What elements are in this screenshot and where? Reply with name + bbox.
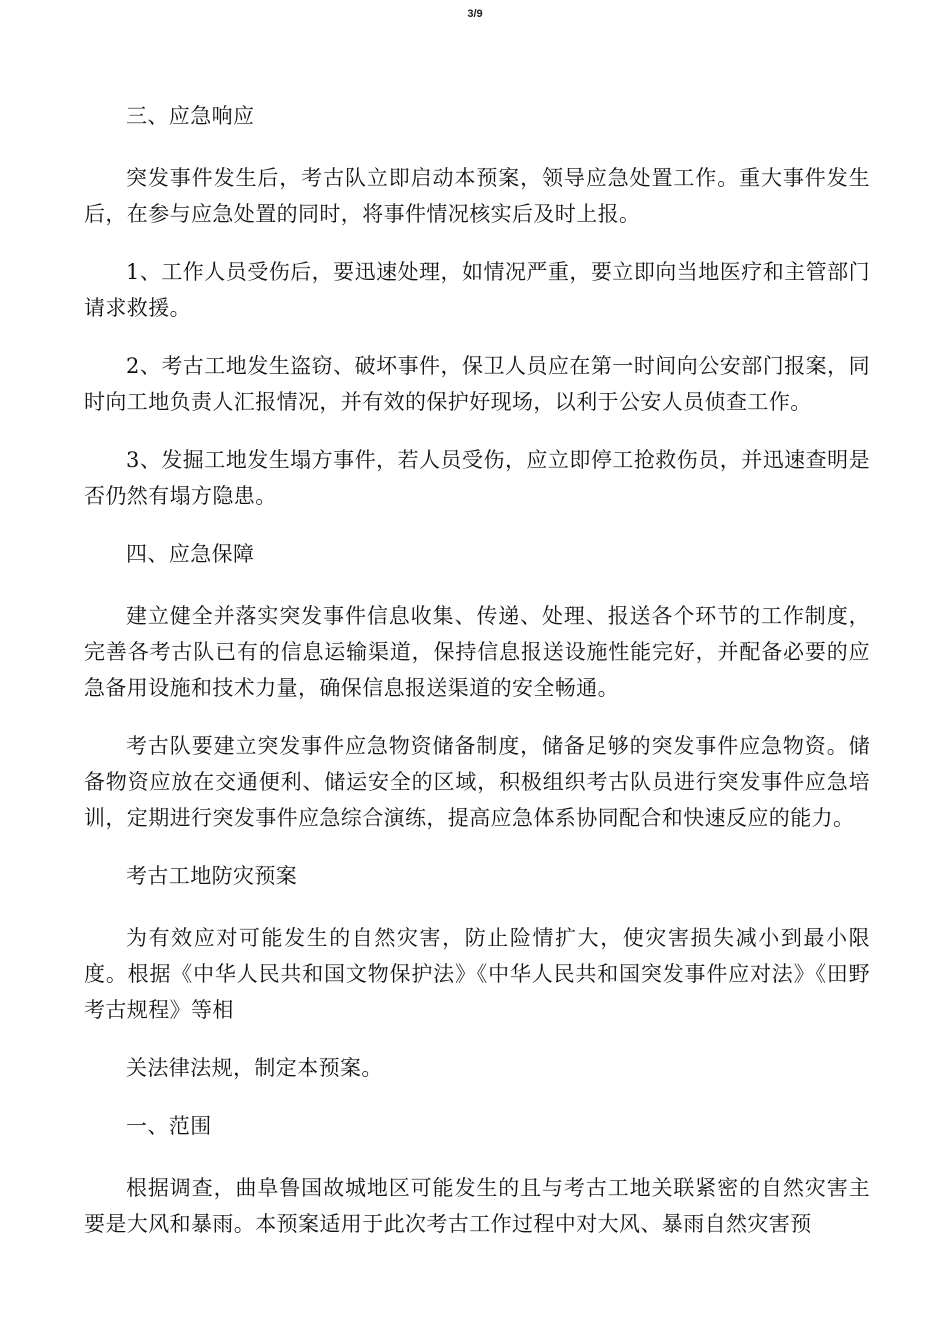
section-heading-scope: 一、范围 — [126, 1114, 212, 1138]
list-item-theft: 2、考古工地发生盗窃、破坏事件，保卫人员应在第一时间向公安部门报案，同时向工地负责人汇报情况，并有效的保护好现场，以利于公安人员侦查工作。 — [84, 354, 870, 414]
page-number: 3/9 — [467, 8, 483, 20]
list-item-collapse: 3、发掘工地发生塌方事件，若人员受伤，应立即停工抢救伤员，并迅速查明是否仍然有塌方隐患。 — [84, 448, 870, 508]
paragraph: 关法律法规，制定本预案。 — [126, 1056, 383, 1080]
section-title-disaster-plan: 考古工地防灾预案 — [126, 864, 298, 888]
paragraph: 为有效应对可能发生的自然灾害，防止险情扩大，使灾害损失减小到最小限度。根据《中华人民共和国文物保护法》《中华人民共和国突发事件应对法》《田野考古规程》等相 — [84, 926, 870, 1022]
paragraph: 突发事件发生后，考古队立即启动本预案，领导应急处置工作。重大事件发生后，在参与应急处置的同时，将事件情况核实后及时上报。 — [84, 166, 870, 226]
section-heading-emergency-response: 三、应急响应 — [126, 104, 255, 128]
section-heading-emergency-support: 四、应急保障 — [126, 542, 255, 566]
paragraph: 建立健全并落实突发事件信息收集、传递、处理、报送各个环节的工作制度，完善各考古队已有的信息运输渠道，保持信息报送设施性能完好，并配备必要的应急备用设施和技术力量，确保信息报送渠道的安全畅通。 — [84, 604, 870, 700]
paragraph: 根据调查，曲阜鲁国故城地区可能发生的且与考古工地关联紧密的自然灾害主要是大风和暴雨。本预案适用于此次考古工作过程中对大风、暴雨自然灾害预 — [84, 1176, 870, 1236]
list-item-injury: 1、工作人员受伤后，要迅速处理，如情况严重，要立即向当地医疗和主管部门请求救援。 — [84, 260, 870, 320]
paragraph: 考古队要建立突发事件应急物资储备制度，储备足够的突发事件应急物资。储备物资应放在交通便利、储运安全的区域，积极组织考古队员进行突发事件应急培训，定期进行突发事件应急综合演练，提高应急体系协同配合和快速反应的能力。 — [84, 734, 870, 830]
document-body — [84, 98, 870, 1264]
